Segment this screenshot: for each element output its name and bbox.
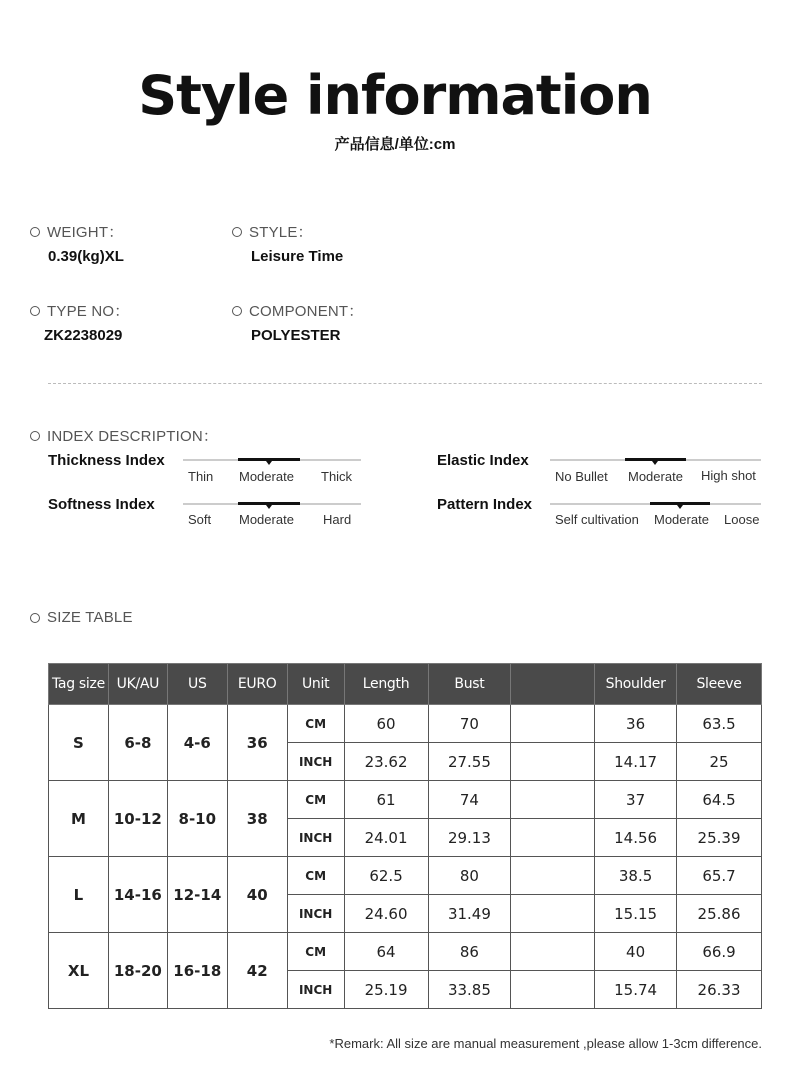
bust-cell: 29.13 (428, 819, 511, 857)
header-us: US (167, 664, 227, 705)
softness-option-hard: Hard (323, 512, 352, 527)
circle-bullet-icon (232, 306, 242, 316)
tag-size-cell: XL (49, 933, 109, 1009)
sleeve-cell: 65.7 (677, 857, 762, 895)
empty-cell (511, 743, 595, 781)
euro-cell: 42 (227, 933, 287, 1009)
tag-size-cell: L (49, 857, 109, 933)
indicator-triangle-icon (266, 461, 272, 465)
table-row (49, 781, 762, 819)
elastic-option-high-shot: High shot (701, 468, 756, 483)
thickness-option-moderate: Moderate (239, 469, 294, 484)
euro-cell: 36 (227, 705, 287, 781)
unit-cm-cell: CM (287, 933, 344, 971)
shoulder-cell: 36 (595, 705, 677, 743)
us-cell: 4-6 (167, 705, 227, 781)
shoulder-cell: 38.5 (595, 857, 677, 895)
length-cell: 62.5 (344, 857, 428, 895)
table-row (49, 857, 762, 895)
weight-label (30, 221, 123, 242)
shoulder-cell: 15.15 (595, 895, 677, 933)
empty-cell (511, 933, 595, 971)
component-value: POLYESTER (251, 327, 341, 344)
table-row (49, 705, 762, 743)
header-bust: Bust (428, 664, 511, 705)
length-cell: 60 (344, 705, 428, 743)
type-no-label-text: TYPE NO： (47, 303, 130, 320)
header-length: Length (344, 664, 428, 705)
header-shoulder: Shoulder (595, 664, 677, 705)
empty-cell (511, 819, 595, 857)
unit-inch-cell: INCH (287, 895, 344, 933)
shoulder-cell: 15.74 (595, 971, 677, 1009)
uk-au-cell: 14-16 (108, 857, 167, 933)
us-cell: 12-14 (167, 857, 227, 933)
indicator-triangle-icon (677, 505, 683, 509)
style-label (232, 221, 313, 242)
bust-cell: 33.85 (428, 971, 511, 1009)
style-label-text: STYLE： (249, 224, 313, 241)
elastic-index-title: Elastic Index (437, 452, 529, 469)
pattern-index-title: Pattern Index (437, 496, 533, 513)
uk-au-cell: 18-20 (108, 933, 167, 1009)
tag-size-cell: S (49, 705, 109, 781)
bust-cell: 31.49 (428, 895, 511, 933)
length-cell: 61 (344, 781, 428, 819)
sleeve-cell: 64.5 (677, 781, 762, 819)
softness-option-moderate: Moderate (239, 512, 294, 527)
bust-cell: 70 (428, 705, 511, 743)
uk-au-cell: 10-12 (108, 781, 167, 857)
unit-inch-cell: INCH (287, 971, 344, 1009)
weight-value: 0.39(kg)XL (48, 248, 124, 265)
bust-cell: 80 (428, 857, 511, 895)
bust-cell: 27.55 (428, 743, 511, 781)
bust-cell: 74 (428, 781, 511, 819)
index-description-label-text: INDEX DESCRIPTION： (47, 428, 219, 445)
unit-inch-cell: INCH (287, 743, 344, 781)
shoulder-cell: 37 (595, 781, 677, 819)
sleeve-cell: 66.9 (677, 933, 762, 971)
page-title: Style information (138, 64, 652, 127)
header-tag-size: Tag size (49, 664, 109, 705)
thickness-option-thin: Thin (188, 469, 214, 484)
sleeve-cell: 25.39 (677, 819, 762, 857)
sleeve-cell: 25.86 (677, 895, 762, 933)
us-cell: 16-18 (167, 933, 227, 1009)
header-uk-au: UK/AU (108, 664, 167, 705)
table-row (49, 933, 762, 971)
uk-au-cell: 6-8 (108, 705, 167, 781)
pattern-option-loose: Loose (724, 512, 760, 527)
shoulder-cell: 14.56 (595, 819, 677, 857)
header-euro: EURO (227, 664, 287, 705)
indicator-triangle-icon (266, 505, 272, 509)
component-label-text: COMPONENT： (249, 303, 364, 320)
length-cell: 24.01 (344, 819, 428, 857)
empty-cell (511, 971, 595, 1009)
empty-cell (511, 857, 595, 895)
tag-size-cell: M (49, 781, 109, 857)
unit-cm-cell: CM (287, 705, 344, 743)
circle-bullet-icon (30, 306, 40, 316)
pattern-option-moderate: Moderate (654, 512, 709, 527)
empty-cell (511, 895, 595, 933)
style-value: Leisure Time (251, 248, 344, 265)
elastic-option-moderate: Moderate (628, 469, 683, 484)
length-cell: 24.60 (344, 895, 428, 933)
weight-label-text: WEIGHT： (47, 224, 124, 241)
circle-bullet-icon (30, 613, 40, 623)
size-table-label (30, 609, 133, 626)
circle-bullet-icon (232, 227, 242, 237)
unit-inch-cell: INCH (287, 819, 344, 857)
remark-note: *Remark: All size are manual measurement ,please allow 1-3cm difference. (329, 1036, 762, 1051)
empty-cell (511, 705, 595, 743)
length-cell: 25.19 (344, 971, 428, 1009)
circle-bullet-icon (30, 227, 40, 237)
euro-cell: 40 (227, 857, 287, 933)
page-subtitle: 产品信息/单位:cm (334, 136, 456, 153)
indicator-triangle-icon (652, 461, 658, 465)
component-label (232, 300, 364, 321)
thickness-index-title: Thickness Index (48, 452, 165, 469)
size-table-label-text: SIZE TABLE (47, 609, 133, 626)
bust-cell: 86 (428, 933, 511, 971)
elastic-option-no-bullet: No Bullet (555, 469, 608, 484)
sleeve-cell: 26.33 (677, 971, 762, 1009)
type-no-value: ZK2238029 (44, 327, 123, 344)
us-cell: 8-10 (167, 781, 227, 857)
softness-option-soft: Soft (188, 512, 212, 527)
size-table (48, 663, 762, 1009)
header-unit: Unit (287, 664, 344, 705)
shoulder-cell: 14.17 (595, 743, 677, 781)
unit-cm-cell: CM (287, 857, 344, 895)
type-no-label (30, 300, 129, 321)
softness-index-title: Softness Index (48, 496, 155, 513)
length-cell: 64 (344, 933, 428, 971)
shoulder-cell: 40 (595, 933, 677, 971)
index-description-label (30, 425, 218, 446)
table-header-row (49, 664, 762, 705)
length-cell: 23.62 (344, 743, 428, 781)
pattern-option-self-cultivation: Self cultivation (555, 512, 639, 527)
header-empty (511, 664, 595, 705)
thickness-option-thick: Thick (321, 469, 353, 484)
unit-cm-cell: CM (287, 781, 344, 819)
empty-cell (511, 781, 595, 819)
divider (48, 383, 762, 384)
circle-bullet-icon (30, 431, 40, 441)
sleeve-cell: 63.5 (677, 705, 762, 743)
sleeve-cell: 25 (677, 743, 762, 781)
euro-cell: 38 (227, 781, 287, 857)
header-sleeve: Sleeve (677, 664, 762, 705)
